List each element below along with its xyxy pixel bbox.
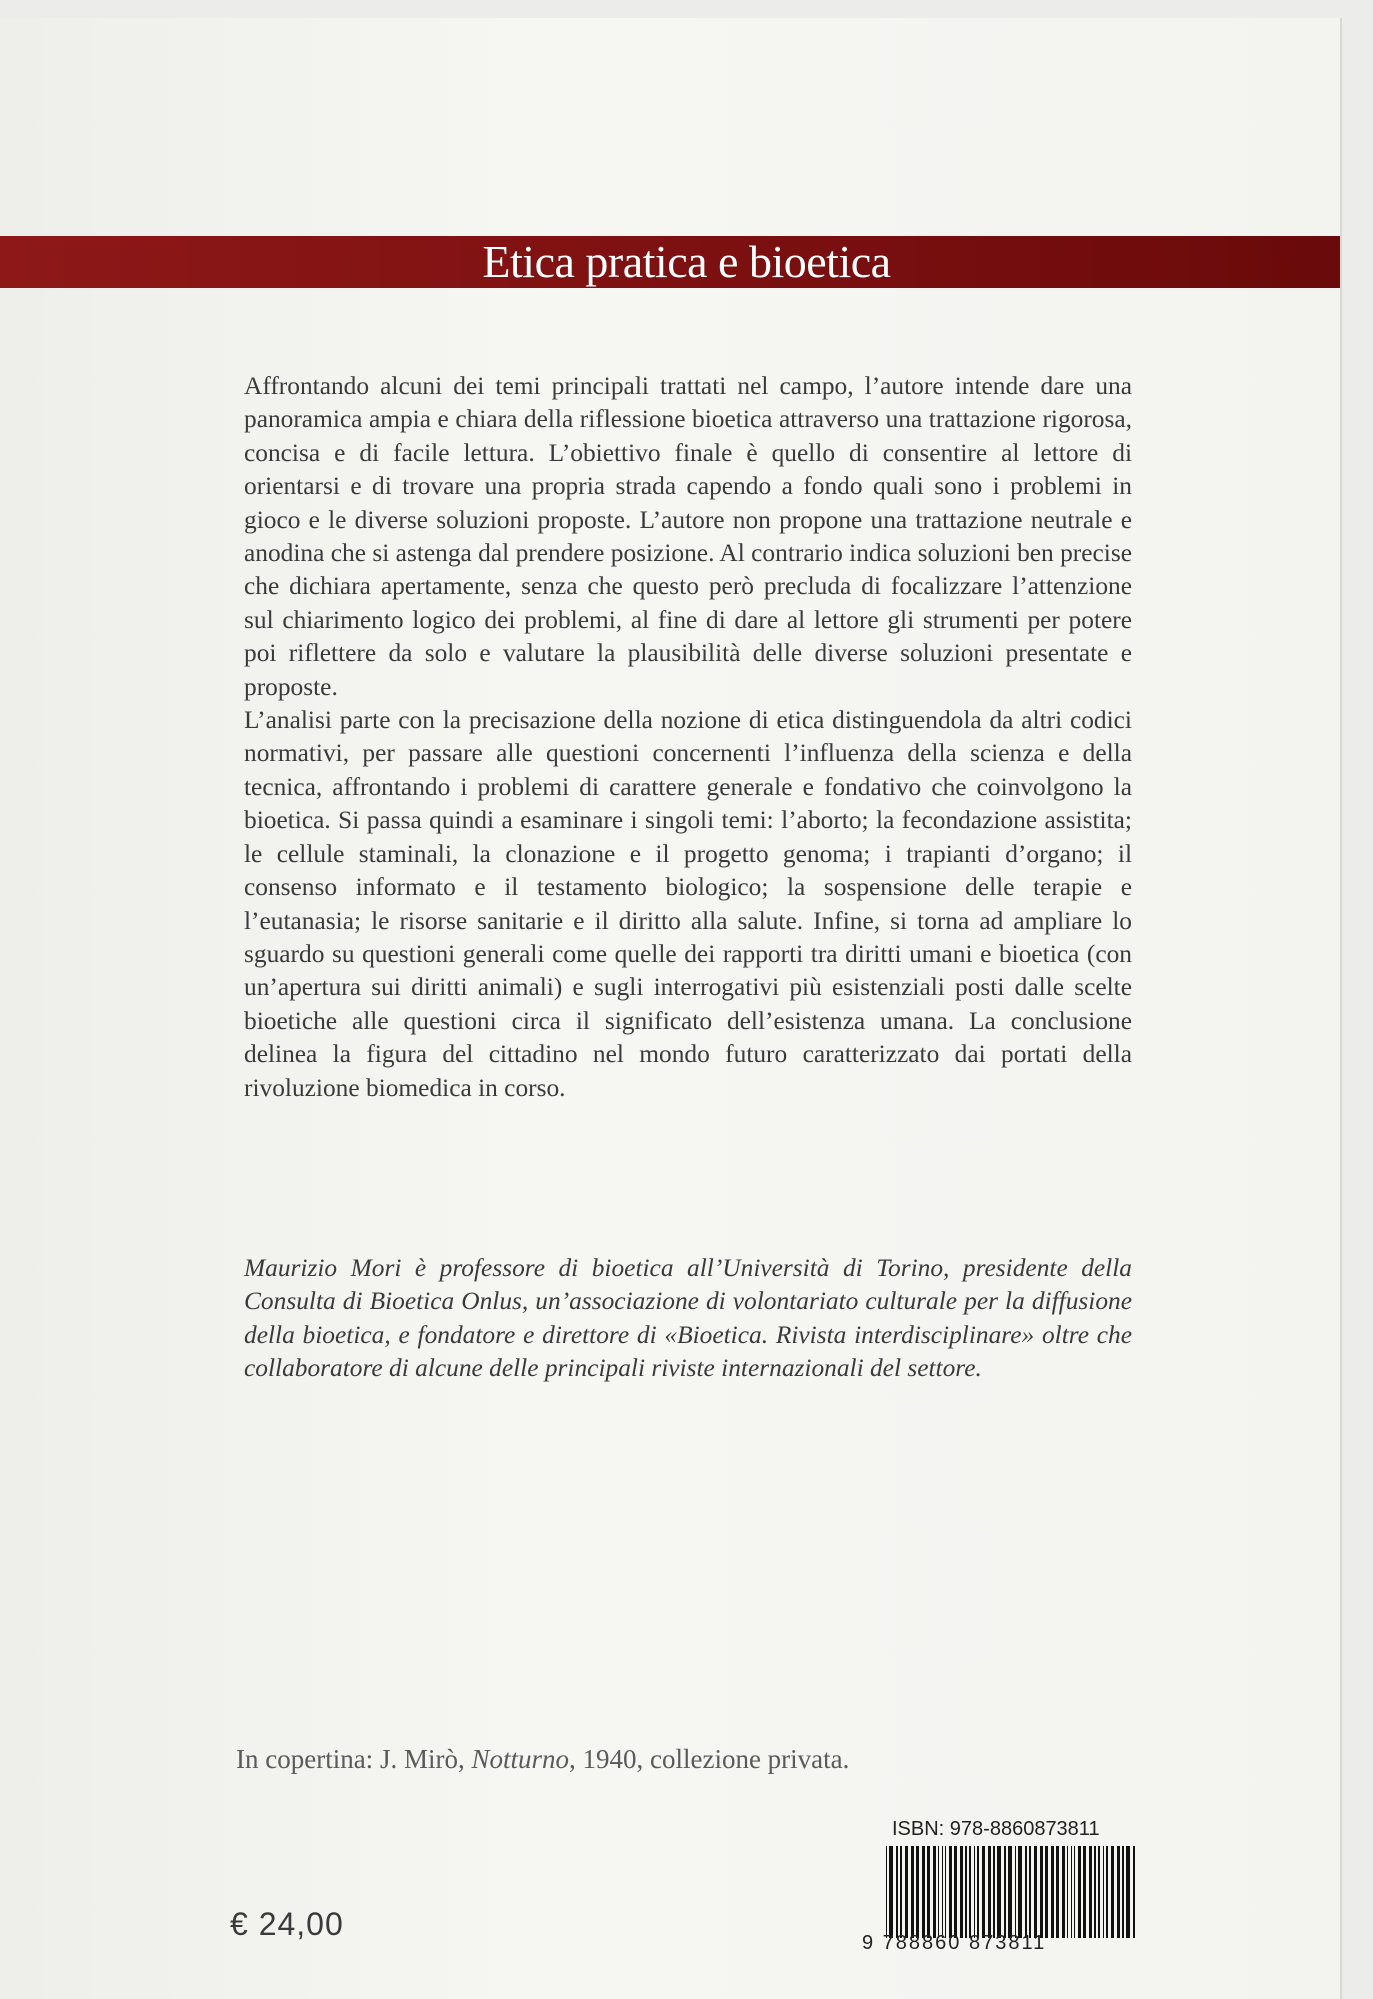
barcode-bar: [945, 1846, 946, 1938]
barcode-bar: [1062, 1846, 1065, 1938]
barcode-bar: [1056, 1846, 1059, 1938]
barcode-bar: [1018, 1846, 1022, 1938]
cover-credit-suffix: , 1940, collezione privata.: [568, 1744, 850, 1774]
barcode-bar: [1004, 1846, 1006, 1938]
barcode-bar: [933, 1846, 936, 1938]
barcode-bar: [922, 1846, 925, 1938]
barcode-bar: [1083, 1846, 1086, 1938]
barcode-bar: [993, 1846, 995, 1938]
barcode-bar: [1029, 1846, 1031, 1938]
barcode-bar: [938, 1846, 939, 1938]
barcode-bar: [886, 1846, 887, 1938]
barcode: [886, 1846, 1136, 1938]
cover-credit-work: Notturno: [471, 1744, 569, 1774]
barcode-bar: [1045, 1846, 1048, 1938]
cover-credit: [236, 1744, 996, 1775]
barcode-bar: [911, 1846, 914, 1938]
barcode-bar: [1133, 1846, 1135, 1938]
barcode-bar: [1015, 1846, 1016, 1938]
book-back-cover: [0, 18, 1342, 1999]
barcode-bar: [1051, 1846, 1054, 1938]
barcode-bar: [977, 1846, 979, 1938]
title-band: [0, 236, 1340, 288]
barcode-bar: [988, 1846, 991, 1938]
barcode-bar: [997, 1846, 1001, 1938]
blurb-paragraph: Affrontando alcuni dei temi principali trattati nel campo, l’autore intende dare una panoramica ampia e chiara della riflessione bioetica attraverso una trattazione rigorosa, concisa e di facile lettura. L’obiettivo finale è quello di consentire al lettore di orientarsi e di trovare una propria strada capendo a fondo quali sono i problemi in gioco e le diverse soluzioni proposte. L’autore non propone una trattazione neutrale e anodina che si astenga dal prendere posizione. Al contrario indica soluzioni ben precise che dichiara apertamente, senza che questo però precluda di focalizzare l’attenzione sul chiarimento logico dei problemi, al fine di dare al lettore gli strumenti per potere poi riflettere da solo e valutare la plausibilità delle diverse soluzioni presentate e proposte.: [244, 372, 1132, 701]
barcode-bar: [1098, 1846, 1100, 1938]
barcode-bar: [1103, 1846, 1104, 1938]
barcode-bar: [1025, 1846, 1027, 1938]
barcode-bar: [896, 1846, 898, 1938]
blurb-paragraph: L’analisi parte con la precisazione della nozione di etica distinguendola da altri codici normativi, per passare alle questioni concernenti l’influenza della scienza e della tecnica, affrontando i problemi di carattere generale e fondativo che coinvolgono la bioetica. Si passa quindi a esaminare i singoli temi: l’aborto; la fecondazione assistita; le cellule staminali, la clonazione e il progetto genoma; i trapianti d’organo; il consenso informato e il testamento biologico; la sospensione delle terapie e l’eutanasia; le risorse sanitarie e il diritto alla salute. Infine, si torna ad ampliare lo sguardo su questioni generali come quelle dei rapporti tra diritti umani e bioetica (con un’apertura sui diritti animali) e sugli interrogativi più esistenziali posti dalle scelte bioetiche alle questioni circa il significato dell’esistenza umana. La conclusione delinea la figura del cittadino nel mondo futuro caratterizzato dai portati della rivoluzione biomedica in corso.: [244, 706, 1132, 1102]
blurb: [244, 370, 1132, 1105]
barcode-bar: [1089, 1846, 1092, 1938]
barcode-bar: [965, 1846, 967, 1938]
barcode-bar: [942, 1846, 943, 1938]
cover-credit-prefix: In copertina: J. Mirò,: [236, 1744, 472, 1774]
series-title: Etica pratica e bioetica: [482, 236, 891, 287]
barcode-bar: [1067, 1846, 1068, 1938]
barcode-bar: [916, 1846, 919, 1938]
barcode-bar: [889, 1846, 893, 1938]
barcode-bar: [969, 1846, 971, 1938]
barcode-bar: [1111, 1846, 1114, 1938]
barcode-bar: [949, 1846, 952, 1938]
barcode-bar: [1122, 1846, 1124, 1938]
barcode-bar: [1074, 1846, 1075, 1938]
barcode-bar: [954, 1846, 957, 1938]
barcode-bar: [1117, 1846, 1120, 1938]
barcode-bar: [1126, 1846, 1130, 1938]
barcode-bar: [1094, 1846, 1096, 1938]
price: € 24,00: [230, 1906, 344, 1942]
barcode-bar: [1040, 1846, 1043, 1938]
barcode-bar: [1071, 1846, 1072, 1938]
author-bio: Maurizio Mori è professore di bioetica all’Università di Torino, presidente della Consulta di Bioetica Onlus, un’associazione di volontariato culturale per la diffusione della bioetica, e fondatore e direttore di «Bioetica. Rivista interdisciplinare» oltre che collaboratore di alcune delle principali riviste internazionali del settore.: [244, 1254, 1132, 1383]
barcode-bar: [1008, 1846, 1012, 1938]
barcode-bar: [982, 1846, 985, 1938]
barcode-bar: [974, 1846, 975, 1938]
barcode-bar: [927, 1846, 930, 1938]
barcode-bar: [1034, 1846, 1037, 1938]
barcode-bar: [1106, 1846, 1108, 1938]
isbn-label: ISBN: 978-8860873811: [892, 1818, 1100, 1840]
barcode-bar: [905, 1846, 908, 1938]
barcode-bar: [960, 1846, 963, 1938]
barcode-digits: 9 788860 873811: [862, 1932, 1047, 1954]
barcode-bar: [1078, 1846, 1081, 1938]
barcode-bar: [900, 1846, 902, 1938]
